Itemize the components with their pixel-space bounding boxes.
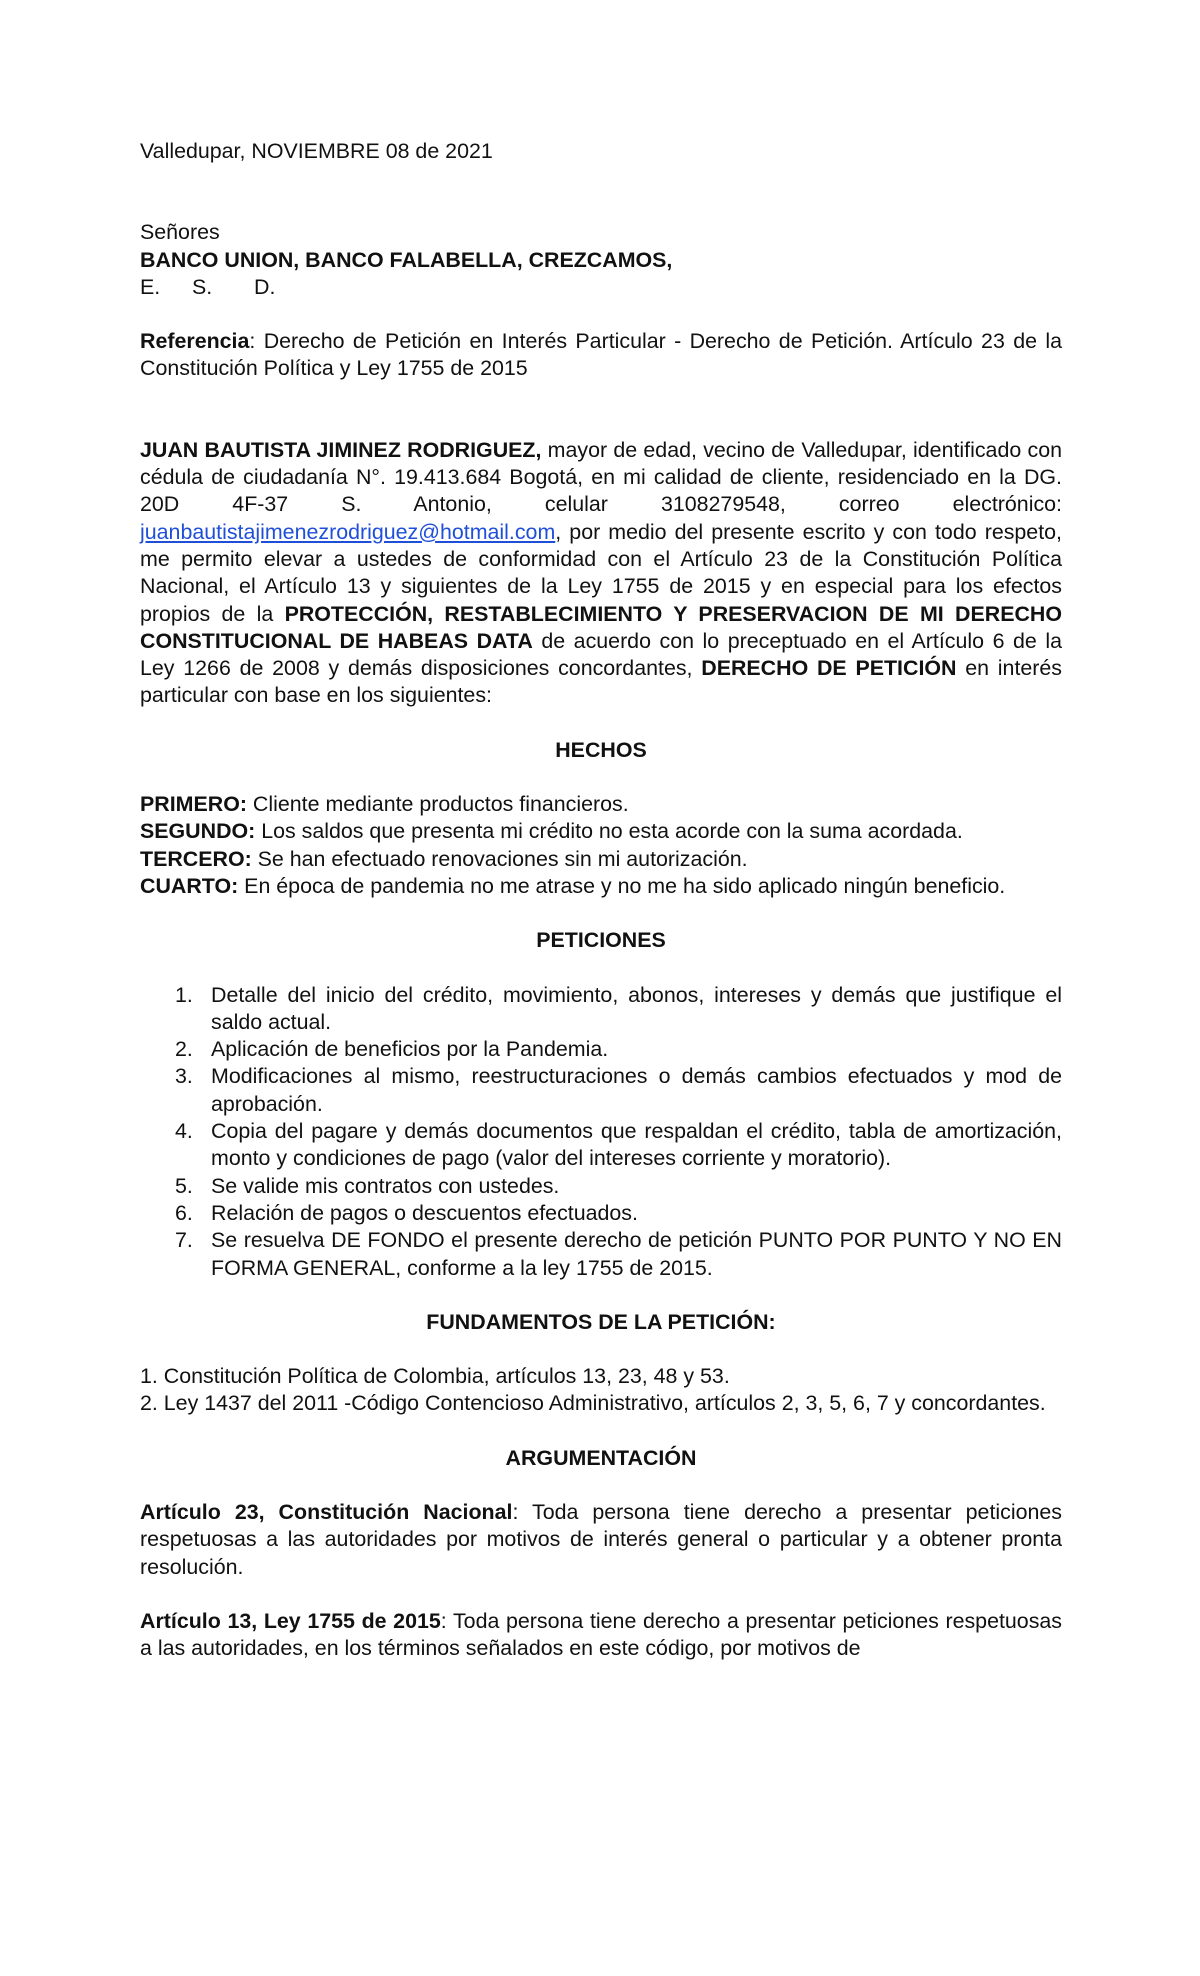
hechos-list: [140, 791, 1062, 900]
peticiones-heading: PETICIONES: [536, 928, 666, 953]
intro-text-1: mayor de edad, vecino de Valledupar, identificado con cédula de ciudadanía N°. 19.413.684 Bogotá, en mi calidad de cliente, residenciado en la DG. 20D 4F-37 S. Antonio, celular 3108279548, correo electrónico:: [140, 437, 1062, 517]
fundamentos-list: [140, 1363, 1062, 1418]
argumentacion-heading: ARGUMENTACIÓN: [505, 1445, 697, 1470]
peticion-item: [140, 1200, 1062, 1227]
intro-text-2: , por medio del presente escrito y con todo respeto, me permito elevar a ustedes de conformidad con el Artículo 23 de la Constitución Política Nacional, el Artículo 13 y siguientes de la Ley 1755 de 2015 y en especial para los efectos propios de la: [140, 519, 1062, 626]
peticion-item: [140, 1173, 1062, 1200]
esd-s: S.: [192, 274, 213, 299]
peticion-number: 1.: [175, 982, 193, 1007]
date-line: Valledupar, NOVIEMBRE 08 de 2021: [140, 139, 493, 163]
peticion-item: [140, 1118, 1062, 1173]
peticion-number: 6.: [175, 1200, 193, 1225]
esd-line: [140, 274, 1062, 301]
argumento-item: [140, 1608, 1062, 1663]
peticion-text: Copia del pagare y demás documentos que respaldan el crédito, tabla de amortización, monto y condiciones de pago (valor del intereses corriente y moratorio).: [211, 1119, 1062, 1171]
peticion-number: 2.: [175, 1037, 193, 1062]
hecho-item: [140, 791, 1062, 818]
reference-paragraph: [140, 328, 1062, 383]
reference-label: Referencia: [140, 329, 250, 354]
intro-bold-2: DERECHO DE PETICIÓN: [701, 656, 957, 681]
hecho-label: TERCERO:: [140, 846, 252, 871]
peticion-text: Se resuelva DE FONDO el presente derecho de petición PUNTO POR PUNTO Y NO EN FORMA GENERAL, conforme a la ley 1755 de 2015.: [211, 1228, 1062, 1280]
hecho-text: En época de pandemia no me atrase y no me ha sido aplicado ningún beneficio.: [238, 873, 1006, 898]
letter-body: [140, 138, 1062, 1662]
peticiones-list: [140, 982, 1062, 1282]
hecho-label: PRIMERO:: [140, 792, 247, 817]
fundamento-item: 1. Constitución Política de Colombia, artículos 13, 23, 48 y 53.: [140, 1364, 730, 1389]
peticion-item: [140, 1227, 1062, 1282]
hecho-item: [140, 873, 1062, 900]
intro-text-3: de acuerdo con lo preceptuado en el Artículo 6 de la Ley 1266 de 2008 y demás disposiciones concordantes,: [140, 628, 1062, 681]
peticion-number: 3.: [175, 1064, 193, 1089]
hecho-item: [140, 846, 1062, 873]
peticion-text: Se valide mis contratos con ustedes.: [211, 1173, 560, 1198]
salutation: Señores: [140, 220, 220, 245]
hecho-text: Los saldos que presenta mi crédito no esta acorde con la suma acordada.: [255, 819, 963, 844]
argumento-text: : Toda persona tiene derecho a presentar peticiones respetuosas a las autoridades, en los términos señalados en este código, por motivos de: [140, 1608, 1062, 1661]
intro-text-4: en interés particular con base en los siguientes:: [140, 656, 1063, 708]
hecho-item: [140, 818, 1062, 845]
intro-bold-1: PROTECCIÓN, RESTABLECIMIENTO Y PRESERVACION DE MI DERECHO CONSTITUCIONAL DE HABEAS DATA: [140, 601, 1063, 653]
fundamentos-heading: FUNDAMENTOS DE LA PETICIÓN:: [426, 1309, 776, 1334]
hecho-text: Cliente mediante productos financieros.: [246, 792, 629, 817]
argumento-item: [140, 1499, 1062, 1581]
hecho-label: SEGUNDO:: [140, 819, 256, 844]
email-link[interactable]: juanbautistajimenezrodriguez@hotmail.com: [140, 519, 556, 544]
argumento-label: Artículo 23, Constitución Nacional: [140, 1499, 513, 1524]
peticion-number: 7.: [175, 1228, 193, 1253]
esd-e: E.: [140, 274, 161, 299]
intro-paragraph: [140, 437, 1062, 710]
hecho-label: CUARTO:: [140, 873, 239, 898]
petitioner-name: JUAN BAUTISTA JIMINEZ RODRIGUEZ,: [140, 437, 542, 462]
peticion-number: 4.: [175, 1119, 193, 1144]
hechos-heading: HECHOS: [555, 737, 647, 762]
peticion-item: [140, 1036, 1062, 1063]
recipients: BANCO UNION, BANCO FALABELLA, CREZCAMOS,: [140, 247, 673, 272]
peticion-text: Aplicación de beneficios por la Pandemia.: [211, 1037, 609, 1062]
hecho-text: Se han efectuado renovaciones sin mi autorización.: [251, 846, 748, 871]
peticion-text: Modificaciones al mismo, reestructuraciones o demás cambios efectuados y mod de aprobación.: [211, 1064, 1062, 1116]
esd-d: D.: [254, 274, 276, 299]
fundamento-item: 2. Ley 1437 del 2011 -Código Contencioso Administrativo, artículos 2, 3, 5, 6, 7 y concordantes.: [140, 1391, 1046, 1416]
peticion-item: [140, 982, 1062, 1037]
peticion-text: Relación de pagos o descuentos efectuados.: [211, 1200, 638, 1225]
peticion-item: [140, 1063, 1062, 1118]
argumento-text: : Toda persona tiene derecho a presentar peticiones respetuosas a las autoridades por motivos de interés general o particular y a obtener pronta resolución.: [140, 1499, 1062, 1579]
reference-text: : Derecho de Petición en Interés Particular - Derecho de Petición. Artículo 23 de la Constitución Política y Ley 1755 de 2015: [140, 329, 1062, 381]
argumento-label: Artículo 13, Ley 1755 de 2015: [140, 1608, 441, 1633]
peticion-number: 5.: [175, 1173, 193, 1198]
peticion-text: Detalle del inicio del crédito, movimiento, abonos, intereses y demás que justifique el saldo actual.: [211, 982, 1062, 1034]
